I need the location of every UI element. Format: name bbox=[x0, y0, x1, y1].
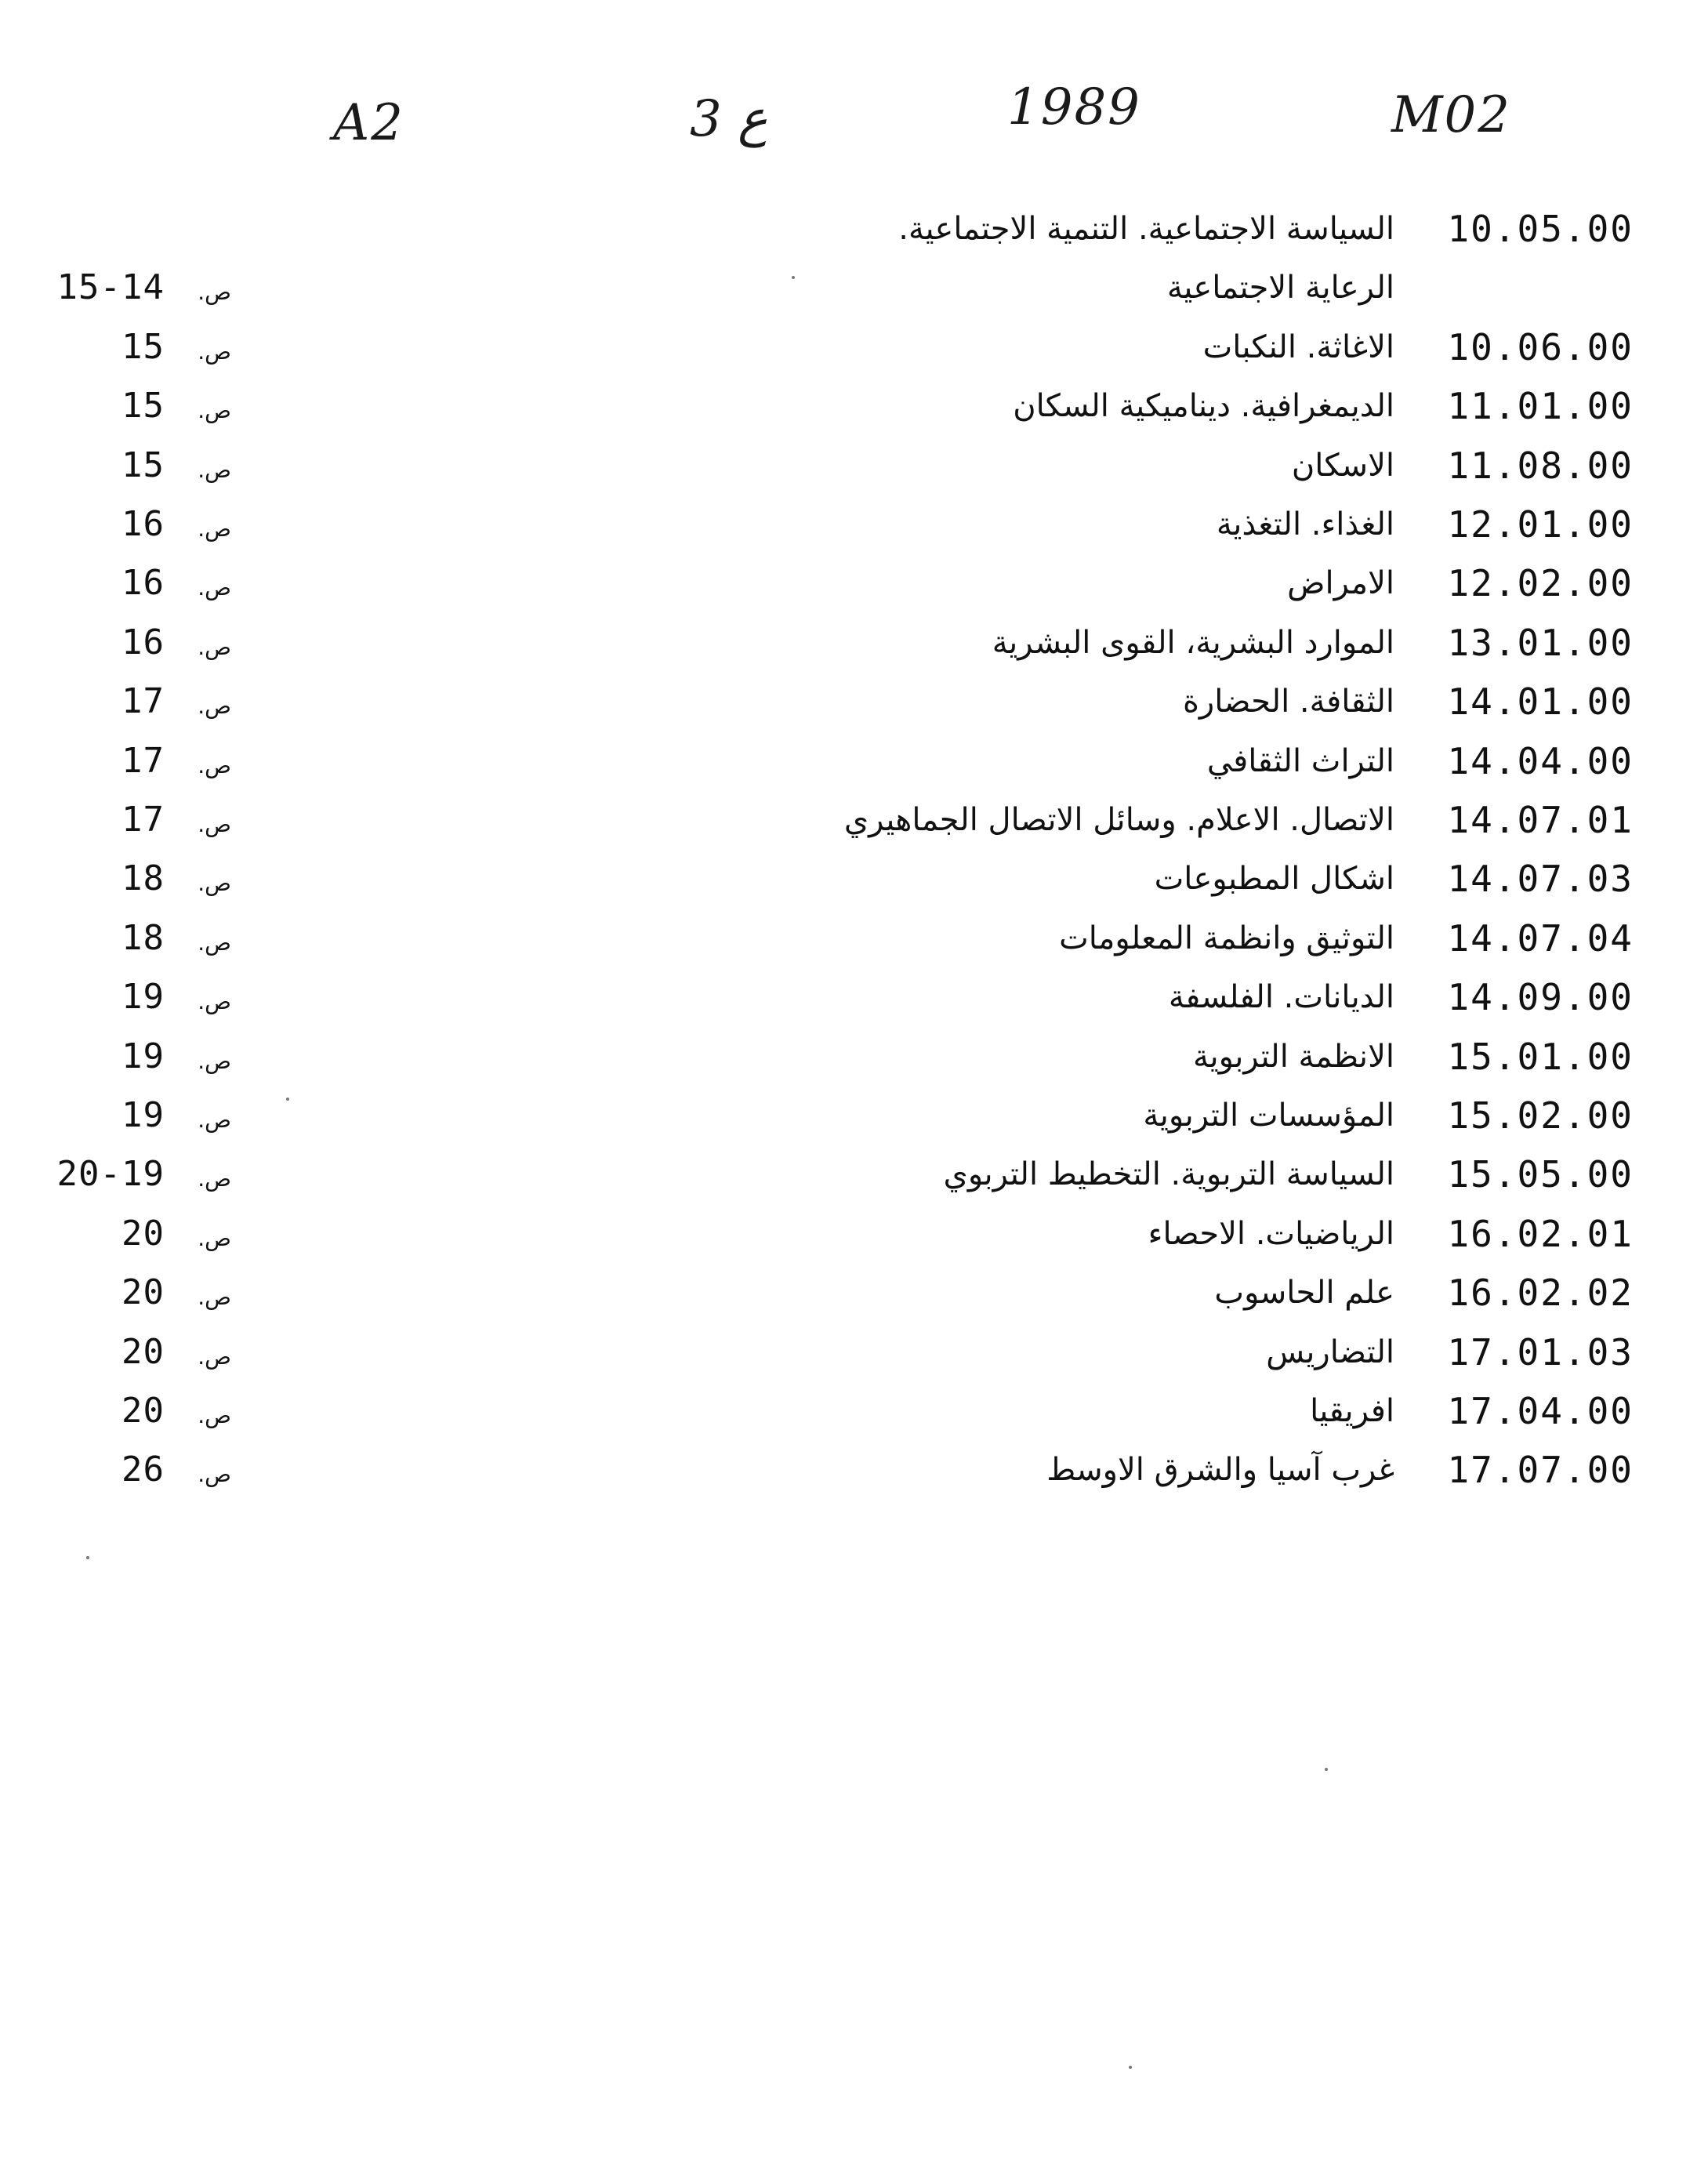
page-abbreviation: ص. bbox=[198, 693, 231, 719]
subject-heading: التوثيق وانظمة المعلومات bbox=[1059, 920, 1394, 956]
subject-heading: افريقيا bbox=[1310, 1393, 1394, 1429]
subject-heading: الرياضيات. الاحصاء bbox=[1148, 1216, 1394, 1252]
subject-heading: علم الحاسوب bbox=[1214, 1275, 1394, 1311]
scan-speck bbox=[86, 1556, 89, 1559]
classification-code: 12.02.00 bbox=[1447, 562, 1634, 604]
page-abbreviation: ص. bbox=[198, 397, 231, 423]
index-row bbox=[0, 1092, 1708, 1139]
subject-heading: التضاريس bbox=[1266, 1334, 1394, 1370]
classification-code: 15.02.00 bbox=[1447, 1094, 1634, 1137]
subject-heading: الثقافة. الحضارة bbox=[1182, 684, 1394, 720]
subject-heading: اشكال المطبوعات bbox=[1154, 861, 1394, 897]
scan-speck bbox=[1129, 2066, 1132, 2069]
handwritten-note: A2 bbox=[333, 94, 404, 152]
subject-heading: السياسة الاجتماعية. التنمية الاجتماعية. bbox=[898, 211, 1394, 247]
classification-code: 15.05.00 bbox=[1447, 1153, 1634, 1196]
page-abbreviation: ص. bbox=[198, 930, 231, 956]
index-row bbox=[0, 560, 1708, 607]
page-abbreviation: ص. bbox=[198, 339, 231, 365]
page-number: 20 bbox=[121, 1332, 165, 1372]
index-row bbox=[0, 855, 1708, 902]
subject-heading: الديمغرافية. ديناميكية السكان bbox=[1013, 388, 1394, 424]
index-row bbox=[0, 1210, 1708, 1257]
page-number: 17 bbox=[121, 681, 165, 721]
handwritten-year: 1989 bbox=[1007, 78, 1141, 136]
classification-code: 11.01.00 bbox=[1447, 385, 1634, 427]
index-row bbox=[0, 1033, 1708, 1080]
page-abbreviation: ص. bbox=[198, 989, 231, 1014]
classification-code: 14.04.00 bbox=[1447, 740, 1634, 782]
classification-code: 17.07.00 bbox=[1447, 1449, 1634, 1491]
page-abbreviation: ص. bbox=[198, 1107, 231, 1133]
classification-code: 16.02.02 bbox=[1447, 1272, 1634, 1314]
page-number: 17 bbox=[121, 741, 165, 781]
classification-code: 14.01.00 bbox=[1447, 680, 1634, 723]
page-abbreviation: ص. bbox=[198, 1225, 231, 1251]
classification-code: 16.02.01 bbox=[1447, 1213, 1634, 1255]
index-row bbox=[0, 915, 1708, 962]
subject-heading: الانظمة التربوية bbox=[1193, 1039, 1394, 1075]
classification-code: 17.01.03 bbox=[1447, 1331, 1634, 1373]
index-row bbox=[0, 264, 1708, 311]
index-row bbox=[0, 324, 1708, 371]
classification-code: 14.07.01 bbox=[1447, 799, 1634, 841]
page-abbreviation: ص. bbox=[198, 1166, 231, 1192]
subject-heading: السياسة التربوية. التخطيط التربوي bbox=[943, 1156, 1394, 1192]
page-number: 15 bbox=[121, 445, 165, 485]
page-number: 18 bbox=[121, 858, 165, 898]
index-row bbox=[0, 678, 1708, 725]
page-number: 19 bbox=[121, 977, 165, 1017]
scan-speck bbox=[286, 1098, 289, 1101]
classification-code: 13.01.00 bbox=[1447, 622, 1634, 664]
page-number: 16 bbox=[121, 504, 165, 544]
page-number: 17 bbox=[121, 800, 165, 840]
classification-code: 10.05.00 bbox=[1447, 208, 1634, 250]
classification-code: 15.01.00 bbox=[1447, 1036, 1634, 1078]
page-abbreviation: ص. bbox=[198, 870, 231, 896]
subject-heading: الموارد البشرية، القوى البشرية bbox=[992, 625, 1394, 661]
subject-heading: الديانات. الفلسفة bbox=[1168, 979, 1394, 1015]
page-number: 19 bbox=[121, 1036, 165, 1076]
page-number: 15-14 bbox=[56, 267, 165, 307]
page-number: 15 bbox=[121, 386, 165, 426]
classification-code: 14.07.04 bbox=[1447, 917, 1634, 960]
subject-heading: غرب آسيا والشرق الاوسط bbox=[1046, 1452, 1394, 1488]
index-row bbox=[0, 619, 1708, 666]
index-row bbox=[0, 796, 1708, 844]
page-number: 16 bbox=[121, 563, 165, 603]
index-row bbox=[0, 1388, 1708, 1435]
subject-heading: التراث الثقافي bbox=[1206, 743, 1394, 779]
page-abbreviation: ص. bbox=[198, 753, 231, 778]
index-row bbox=[0, 383, 1708, 430]
handwritten-note: 3 ع bbox=[690, 90, 768, 148]
index-row bbox=[0, 1151, 1708, 1198]
page-number: 16 bbox=[121, 622, 165, 662]
page-number: 26 bbox=[121, 1450, 165, 1490]
page-abbreviation: ص. bbox=[198, 279, 231, 305]
page-number: 18 bbox=[121, 918, 165, 958]
index-row bbox=[0, 1269, 1708, 1316]
page-number: 20 bbox=[121, 1214, 165, 1254]
classification-code: 12.01.00 bbox=[1447, 503, 1634, 546]
subject-heading: الرعاية الاجتماعية bbox=[1166, 270, 1394, 306]
index-row bbox=[0, 442, 1708, 489]
page-abbreviation: ص. bbox=[198, 1402, 231, 1428]
classification-code: 14.09.00 bbox=[1447, 976, 1634, 1018]
index-row bbox=[0, 1446, 1708, 1493]
page-number: 20 bbox=[121, 1272, 165, 1312]
classification-code: 11.08.00 bbox=[1447, 444, 1634, 487]
subject-heading: المؤسسات التربوية bbox=[1143, 1098, 1394, 1134]
page-number: 20-19 bbox=[56, 1154, 165, 1194]
scan-speck bbox=[792, 276, 795, 279]
page-abbreviation: ص. bbox=[198, 634, 231, 660]
subject-heading: الغذاء. التغذية bbox=[1216, 506, 1394, 542]
subject-heading: الاغاثة. النكبات bbox=[1202, 329, 1394, 365]
classification-code: 14.07.03 bbox=[1447, 858, 1634, 900]
page-number: 19 bbox=[121, 1095, 165, 1135]
page-abbreviation: ص. bbox=[198, 811, 231, 837]
scan-speck bbox=[1325, 1768, 1328, 1771]
subject-heading: الاتصال. الاعلام. وسائل الاتصال الجماهيري bbox=[843, 802, 1394, 838]
page-abbreviation: ص. bbox=[198, 1344, 231, 1370]
index-row bbox=[0, 1329, 1708, 1376]
page-abbreviation: ص. bbox=[198, 1048, 231, 1074]
page-abbreviation: ص. bbox=[198, 1461, 231, 1487]
index-row bbox=[0, 205, 1708, 252]
index-row bbox=[0, 738, 1708, 785]
handwritten-code: M02 bbox=[1391, 86, 1511, 144]
page-abbreviation: ص. bbox=[198, 457, 231, 483]
index-row bbox=[0, 974, 1708, 1021]
page-abbreviation: ص. bbox=[198, 1284, 231, 1310]
classification-code: 10.06.00 bbox=[1447, 326, 1634, 368]
subject-heading: الاسكان bbox=[1291, 448, 1394, 484]
index-row bbox=[0, 501, 1708, 548]
subject-heading: الامراض bbox=[1287, 565, 1394, 601]
page-abbreviation: ص. bbox=[198, 516, 231, 542]
page-abbreviation: ص. bbox=[198, 575, 231, 601]
page-number: 15 bbox=[121, 327, 165, 367]
page-number: 20 bbox=[121, 1391, 165, 1431]
classification-code: 17.04.00 bbox=[1447, 1390, 1634, 1432]
